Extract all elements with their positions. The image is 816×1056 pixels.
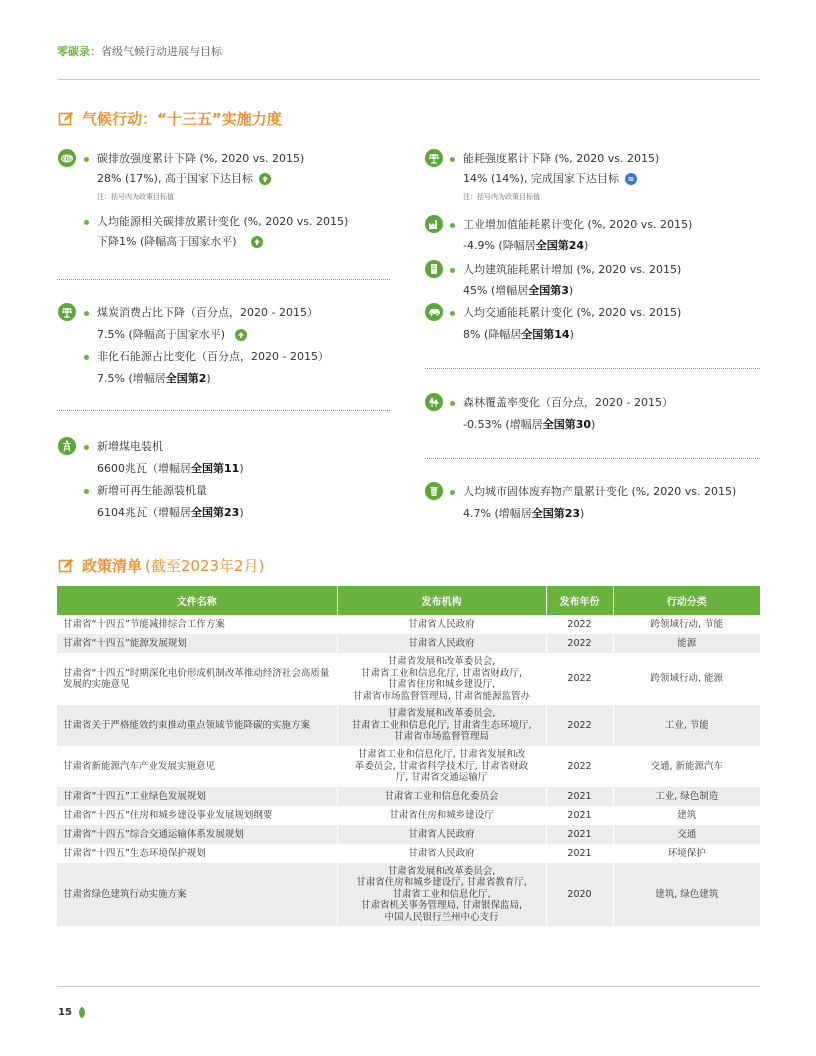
solar-panel-icon [58,303,76,321]
transport-value-suffix: ) [569,328,574,341]
table-row [57,653,760,705]
forest-value-suffix: ) [591,418,596,431]
coal-share-label: 煤炭消费占比下降（百分点，2020 - 2015） [97,306,318,319]
energy-intensity-value [463,172,659,186]
section-title-climate-action [58,108,282,129]
dotted-divider [425,458,760,459]
cell-agency: 甘肃省人民政府 [337,825,546,844]
industry-energy-value [463,239,692,253]
bullet [84,220,89,225]
carbon-per-capita-value-text: 下降1% (降幅高于国家水平) [97,235,237,248]
cell-name: 甘肃省“十四五”节能减排综合工作方案 [57,615,337,634]
cell-category: 跨领域行动, 能源 [613,653,760,705]
edit-icon [58,558,74,574]
cell-category: 工业, 节能 [613,705,760,746]
col-header-year: 发布年份 [546,586,613,615]
cell-agency: 甘肃省人民政府 [337,634,546,653]
footer-divider [57,986,760,987]
cell-agency: 甘肃省发展和改革委员会, 甘肃省住房和城乡建设厅, 甘肃省教育厅, 甘肃省工业和信息化厅, 甘肃省机关事务管理局, 甘肃银保监局, 中国人民银行兰州中心支行 [337,863,546,926]
cell-name: 甘肃省“十四五”住房和城乡建设事业发展规划纲要 [57,806,337,825]
forest-coverage-label: 森林覆盖率变化（百分点，2020 - 2015） [463,396,673,409]
co2-icon [58,149,76,167]
waste-value-suffix: ) [580,507,585,520]
transport-energy-label: 人均交通能耗累计变化 (%, 2020 vs. 2015) [463,306,682,319]
industry-indicator [450,218,692,253]
carbon-indicators [84,152,348,249]
section2-title-note: (截至2023年2月) [145,557,265,575]
cell-agency: 甘肃省人民政府 [337,615,546,634]
edit-icon [58,111,74,127]
carbon-intensity-label: 碳排放强度累计下降 (%, 2020 vs. 2015) [97,152,305,165]
table-row [57,863,760,926]
forest-value-prefix: -0.53% (增幅居 [463,418,543,431]
arrow-up-icon [251,236,263,248]
energy-panel-icon [425,149,443,167]
coal-indicators [84,306,329,386]
table-row [57,806,760,825]
industry-rank: 全国第24 [535,239,585,252]
coal-share-value-text: 7.5% (降幅高于国家水平) [97,328,226,341]
cell-agency: 甘肃省发展和改革委员会, 甘肃省工业和信息化厅, 甘肃省生态环境厅, 甘肃省市场监督管理局 [337,705,546,746]
non-fossil-rank: 全国第2 [165,372,207,385]
cell-year: 2021 [546,825,613,844]
factory-icon [425,215,443,233]
page-number: 15 [58,1007,72,1018]
coal-share-item [84,306,329,320]
cell-category: 环境保护 [613,844,760,863]
table-row [57,844,760,863]
section-title-policy-list [58,555,264,576]
transport-energy-item [450,306,681,320]
waste-label: 人均城市固体废弃物产量累计变化 (%, 2020 vs. 2015) [463,485,737,498]
energy-intensity-label: 能耗强度累计下降 (%, 2020 vs. 2015) [463,152,660,165]
new-renewable-label: 新增可再生能源装机量 [97,484,207,497]
carbon-per-capita-value [97,235,348,249]
waste-indicator [450,485,736,521]
cell-name: 甘肃省“十四五”生态环境保护规划 [57,844,337,863]
bullet [84,157,89,162]
bullet [450,268,455,273]
header-divider [57,79,760,80]
cell-name: 甘肃省“十四五”综合交通运输体系发展规划 [57,825,337,844]
building-value-suffix: ) [568,284,574,297]
cell-year: 2022 [546,746,613,787]
transport-value-prefix: 8% (降幅居 [463,328,522,341]
new-coal-power-value [97,462,244,476]
table-row [57,615,760,634]
carbon-note: 注：括号内为政策目标值 [97,193,174,201]
power-indicators [84,440,244,520]
cell-category: 交通 [613,825,760,844]
bullet [84,489,89,494]
cell-category: 跨领域行动, 节能 [613,615,760,634]
waste-value [463,507,736,521]
waste-value-prefix: 4.7% (增幅居 [463,507,532,520]
cell-year: 2022 [546,615,613,634]
section1-title-text: 气候行动：“十三五”实施力度 [82,110,282,128]
car-icon [425,303,443,321]
arrow-up-icon [235,329,247,341]
table-row [57,825,760,844]
cell-year: 2022 [546,705,613,746]
leaf-icon [78,1004,86,1023]
carbon-intensity-value [97,172,348,186]
new-renewable-value-prefix: 6104兆瓦（增幅居 [97,506,191,519]
col-header-category: 行动分类 [613,586,760,615]
table-row [57,787,760,806]
waste-item [450,485,736,499]
dotted-divider [425,368,760,369]
industry-value-suffix: ) [584,239,589,252]
trash-bin-icon [425,482,443,500]
waste-rank: 全国第23 [531,507,581,520]
policy-table [57,586,760,926]
non-fossil-value-prefix: 7.5% (增幅居 [97,372,166,385]
new-renewable-rank: 全国第23 [191,506,240,519]
new-coal-power-rank: 全国第11 [191,462,240,475]
new-coal-power-label: 新增煤电装机 [97,440,163,453]
forest-coverage-item [450,396,673,410]
cell-category: 交通, 新能源汽车 [613,746,760,787]
policy-table-body [57,615,760,926]
forest-indicator [450,396,673,432]
col-header-name: 文件名称 [57,586,337,615]
building-indicator [450,263,681,298]
cell-year: 2022 [546,653,613,705]
cell-agency: 甘肃省工业和信息化委员会 [337,787,546,806]
bullet [450,223,455,228]
building-energy-value [463,284,681,298]
col-header-agency: 发布机构 [337,586,546,615]
bullet [450,490,455,495]
header-brand: 零碳录： [57,45,101,58]
cell-category: 工业, 绿色制造 [613,787,760,806]
new-renewable-value-suffix: ) [239,506,244,519]
cell-year: 2021 [546,787,613,806]
cell-category: 能源 [613,634,760,653]
cell-agency: 甘肃省住房和城乡建设厅 [337,806,546,825]
table-row [57,705,760,746]
equal-icon [625,173,637,185]
building-energy-item [450,263,681,277]
transport-rank: 全国第14 [521,328,570,341]
non-fossil-label: 非化石能源占比变化（百分点，2020 - 2015） [97,350,329,363]
building-rank: 全国第3 [528,284,569,297]
cell-year: 2022 [546,634,613,653]
building-icon [425,260,443,278]
non-fossil-value-suffix: ) [206,372,211,385]
cell-agency: 甘肃省工业和信息化厅, 甘肃省发展和改 革委员会, 甘肃省科学技术厅, 甘肃省财政 厅, 甘肃省交通运输厅 [337,746,546,787]
cell-name: 甘肃省“十四五”时期深化电价形成机制改革推动经济社会高质量发展的实施意见 [57,653,337,705]
non-fossil-item [84,350,329,364]
new-renewable-item [84,484,244,498]
non-fossil-value [97,372,329,386]
table-row [57,746,760,787]
power-tower-icon [58,437,76,455]
dotted-divider [57,410,390,411]
bullet [450,311,455,316]
svg-text:CO₂: CO₂ [61,156,73,163]
energy-intensity-item [450,152,659,166]
tree-icon [425,393,443,411]
industry-energy-label: 工业增加值能耗累计变化 (%, 2020 vs. 2015) [463,218,693,231]
bullet [84,355,89,360]
industry-energy-item [450,218,692,232]
building-value-prefix: 45% (增幅居 [463,284,529,297]
industry-value-prefix: -4.9% (降幅居 [463,239,536,252]
new-coal-power-value-suffix: ) [239,462,244,475]
cell-agency: 甘肃省发展和改革委员会, 甘肃省工业和信息化厅, 甘肃省财政厅, 甘肃省住房和城乡建设厅, 甘肃省市场监督管理局, 甘肃省能源监管办 [337,653,546,705]
cell-name: 甘肃省关于严格能效约束推动重点领域节能降碳的实施方案 [57,705,337,746]
cell-name: 甘肃省绿色建筑行动实施方案 [57,863,337,926]
section2-title-text: 政策清单 [82,557,143,575]
forest-rank: 全国第30 [542,418,592,431]
cell-year: 2021 [546,806,613,825]
cell-name: 甘肃省“十四五”工业绿色发展规划 [57,787,337,806]
carbon-intensity-item [84,152,348,166]
energy-note: 注：括号内为政策目标值 [463,193,540,201]
bullet [450,157,455,162]
carbon-per-capita-label: 人均能源相关碳排放累计变化 (%, 2020 vs. 2015) [97,215,349,228]
cell-category: 建筑 [613,806,760,825]
table-header-row [57,586,760,615]
page-header [57,43,222,59]
cell-category: 建筑, 绿色建筑 [613,863,760,926]
new-coal-power-value-prefix: 6600兆瓦（增幅居 [97,462,191,475]
cell-name: 甘肃省新能源汽车产业发展实施意见 [57,746,337,787]
table-row [57,634,760,653]
building-energy-label: 人均建筑能耗累计增加 (%, 2020 vs. 2015) [463,263,682,276]
forest-coverage-value [463,418,673,432]
bullet [84,445,89,450]
cell-year: 2020 [546,863,613,926]
carbon-per-capita-item [84,215,348,229]
energy-intensity-value-text: 14% (14%), 完成国家下达目标 [463,172,619,185]
energy-indicators [450,152,659,204]
coal-share-value [97,328,329,342]
transport-energy-value [463,328,681,342]
dotted-divider [57,279,390,280]
cell-agency: 甘肃省人民政府 [337,844,546,863]
new-coal-power-item [84,440,244,454]
transport-indicator [450,306,681,342]
header-subtitle: 省级气候行动进展与目标 [101,45,222,58]
cell-year: 2021 [546,844,613,863]
cell-name: 甘肃省“十四五”能源发展规划 [57,634,337,653]
bullet [450,401,455,406]
bullet [84,311,89,316]
arrow-up-icon [259,173,271,185]
new-renewable-value [97,506,244,520]
carbon-intensity-value-text: 28% (17%), 高于国家下达目标 [97,172,253,185]
